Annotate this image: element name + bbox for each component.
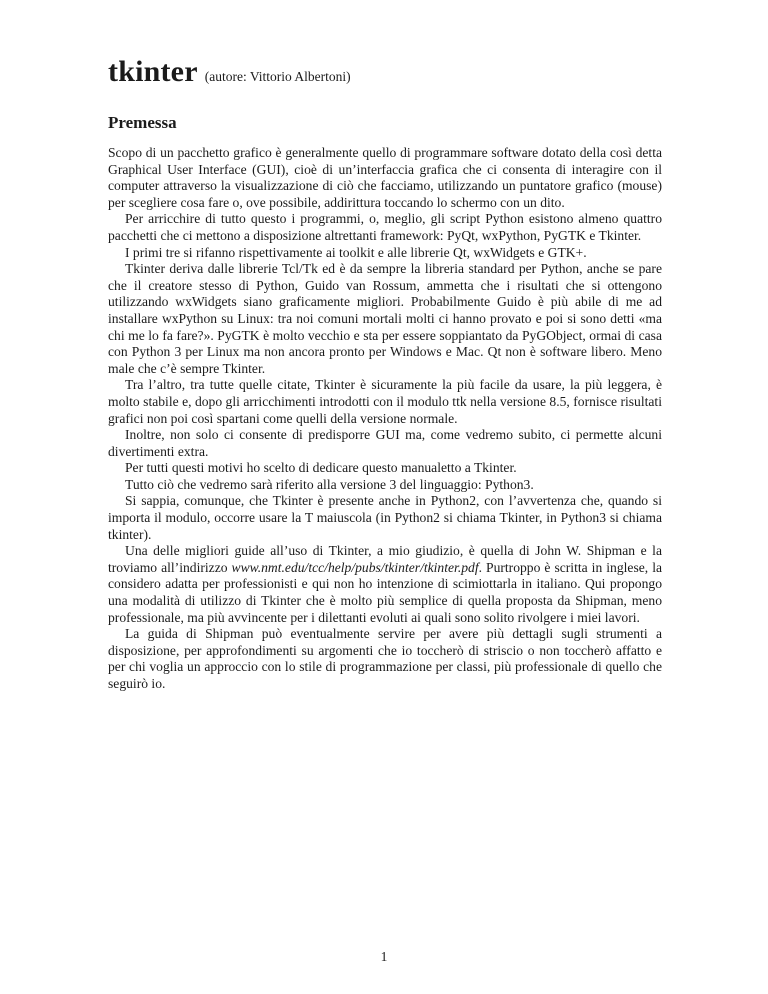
paragraph-guida-shipman	[108, 543, 662, 626]
document-title-row	[108, 56, 662, 93]
paragraph-python3: Tutto ciò che vedremo sarà riferito alla versione 3 del linguaggio: Python3.	[125, 476, 534, 492]
guide-text-before-link: Una delle migliori guide all’uso di Tkinter, a mio giudizio, è quella di John W. Shipman e la troviamo all’indirizzo	[108, 543, 662, 575]
document-title: tkinter	[108, 55, 198, 88]
section-heading-premessa: Premessa	[108, 113, 177, 132]
page-number: 1	[380, 949, 388, 964]
paragraph-vantaggi: Tra l’altro, tra tutte quelle citate, Tkinter è sicuramente la più facile da usare, la più leggera, è molto stabile e, dopo gli arricchimenti introdotti con il modulo ttk nella versione 8.5, fornisce risultati grafici non poi così spartani come quelli della versione normale.	[108, 377, 662, 426]
paragraph-framework: Per arricchire di tutto questo i programmi, o, meglio, gli script Python esistono almeno quattro pacchetti che ci mettono a disposizione altrettanti framework: PyQt, wxPython, PyGTK e Tkinter.	[108, 211, 662, 243]
guide-url: www.nmt.edu/tcc/help/pubs/tkinter/tkinter.pdf	[231, 559, 479, 575]
paragraph-divertimenti: Inoltre, non solo ci consente di predisporre GUI ma, come vedremo subito, ci permette alcuni divertimenti extra.	[108, 427, 662, 459]
guide-text-after-link: . Purtroppo è scritta in inglese, la considero adatta per professionisti e qui non ho intenzione di scimiottarla in italiano. Qui propongo una modalità di utilizzo di Tkinter che è molto più semplice di quella proposta da Shipman, meno professionale, ma più avvincente per i dilettanti evoluti ai quali sono solito rivolgere i miei lavori.	[108, 559, 662, 625]
paragraph-motivi: Per tutti questi motivi ho scelto di dedicare questo manualetto a Tkinter.	[125, 460, 517, 476]
paragraph-conclusione: La guida di Shipman può eventualmente servire per avere più dettagli sugli strumenti a disposizione, per approfondimenti su argomenti che io toccherò di striscio o non toccherò affatto e per chi voglia un approccio con lo stile di programmazione per classi, più professionale di quello che seguirò io.	[108, 626, 662, 691]
paragraph-scopo: Scopo di un pacchetto grafico è generalmente quello di programmare software dotato della così detta Graphical User Interface (GUI), cioè di un’interfaccia grafica che ci consenta di interagire con il computer attraverso la visualizzazione di ciò che facciamo, utilizzando un puntatore grafico (mouse) per scegliere cosa fare o, ove possibile, addirittura toccando lo schermo con un dito.	[108, 145, 662, 210]
page-content	[108, 56, 662, 693]
paragraph-toolkit: I primi tre si rifanno rispettivamente ai toolkit e alle librerie Qt, wxWidgets e GTK+.	[125, 244, 587, 260]
paragraph-python2: Si sappia, comunque, che Tkinter è presente anche in Python2, con l’avvertenza che, quando si importa il modulo, occorre usare la T maiuscola (in Python2 si chiama Tkinter, in Python3 si chiama tkinter).	[108, 493, 662, 542]
paragraph-tkinter-storia: Tkinter deriva dalle librerie Tcl/Tk ed è da sempre la libreria standard per Python, anche se pare che il creatore stesso di Python, Guido van Rossum, ammetta che i risultati che si ottengono utilizzando wxWidgets siano graficamente migliori. Probabilmente Guido è più abile di me ad installare wxPython su Linux: tra noi comuni mortali molti ci hanno provato e poi si sono detti «ma chi me lo fa fare?». PyGTK è molto vecchio e sta per essere soppiantato da PyGObject, ormai di casa con Python 3 per Linux ma non ancora pronto per Windows e Mac. Qt non è software libero. Meno male che c’è sempre Tkinter.	[108, 261, 662, 376]
document-author: (autore: Vittorio Albertoni)	[204, 69, 351, 84]
